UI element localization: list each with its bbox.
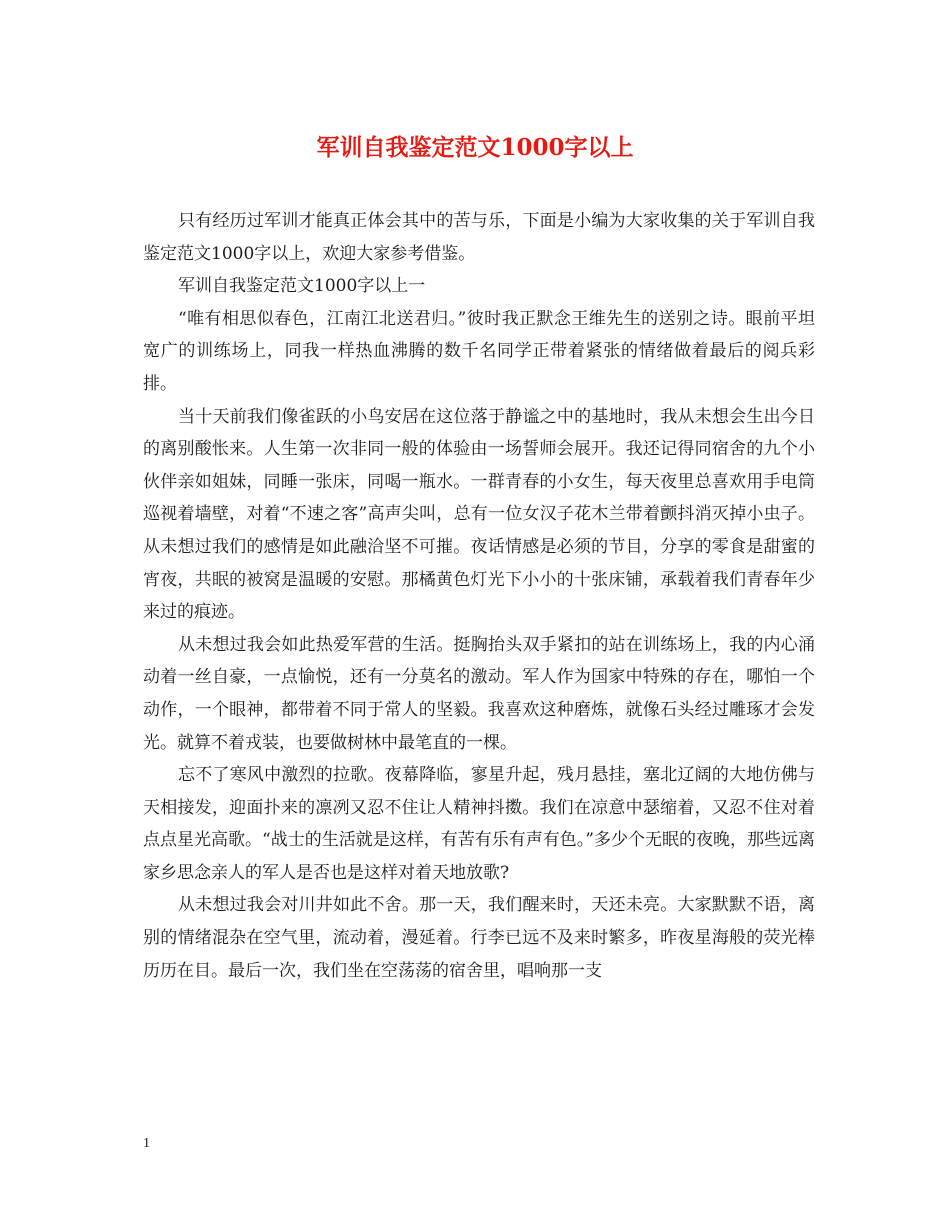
paragraph-poem: “唯有相思似春色，江南江北送君归。”彼时我正默念王维先生的送别之诗。眼前平坦宽广的训练场上，同我一样热血沸腾的数千名同学正带着紧张的情绪做着最后的阅兵彩排。	[143, 308, 815, 394]
page-number: 1	[143, 1136, 150, 1151]
paragraph-dormitory: 当十天前我们像雀跃的小鸟安居在这位落于静谧之中的基地时，我从未想会生出今日的离别酸怅来。人生第一次非同一般的体验由一场誓师会展开。我还记得同宿舍的九个小伙伴亲如姐妹，同睡一张床，同喝一瓶水。一群青春的小女生，每天夜里总喜欢用手电筒巡视着墙壁，对着“不速之客”高声尖叫，总有一位女汉子花木兰带着颤抖消灭掉小虫子。从未想过我们的感情是如此融洽坚不可摧。夜话情感是必须的节目，分享的零食是甜蜜的宵夜，共眠的被窝是温暖的安慰。那橘黄色灯光下小小的十张床铺，承载着我们青春年少来过的痕迹。	[143, 406, 815, 623]
document-body	[143, 205, 815, 987]
document-title: 军训自我鉴定范文1000字以上	[316, 134, 634, 161]
paragraph-section-heading: 军训自我鉴定范文1000字以上一	[178, 276, 426, 297]
paragraph-intro: 只有经历过军训才能真正体会其中的苦与乐，下面是小编为大家收集的关于军训自我鉴定范文1000字以上，欢迎大家参考借鉴。	[143, 211, 815, 264]
paragraph-singing: 忘不了寒风中激烈的拉歌。夜幕降临，寥星升起，残月悬挂，塞北辽阔的大地仿佛与天相接发，迎面扑来的凛冽又忍不住让人精神抖擞。我们在凉意中瑟缩着，又忍不住对着点点星光高歌。“战士的生活就是这样，有苦有乐有声有色。”多少个无眠的夜晚，那些远离家乡思念亲人的军人是否也是这样对着天地放歌?	[143, 765, 815, 883]
paragraph-farewell: 从未想过我会对川井如此不舍。那一天，我们醒来时，天还未亮。大家默默不语，离别的情绪混杂在空气里，流动着，漫延着。行李已远不及来时繁多，昨夜星海般的荧光棒历历在目。最后一次，我们坐在空荡荡的宿舍里，唱响那一支	[143, 895, 815, 981]
paragraph-military-life: 从未想过我会如此热爱军营的生活。挺胸抬头双手紧扣的站在训练场上，我的内心涌动着一丝自豪，一点愉悦，还有一分莫名的激动。军人作为国家中特殊的存在，哪怕一个动作，一个眼神，都带着不同于常人的坚毅。我喜欢这种磨炼，就像石头经过雕琢才会发光。就算不着戎装，也要做树林中最笔直的一棵。	[143, 634, 815, 753]
